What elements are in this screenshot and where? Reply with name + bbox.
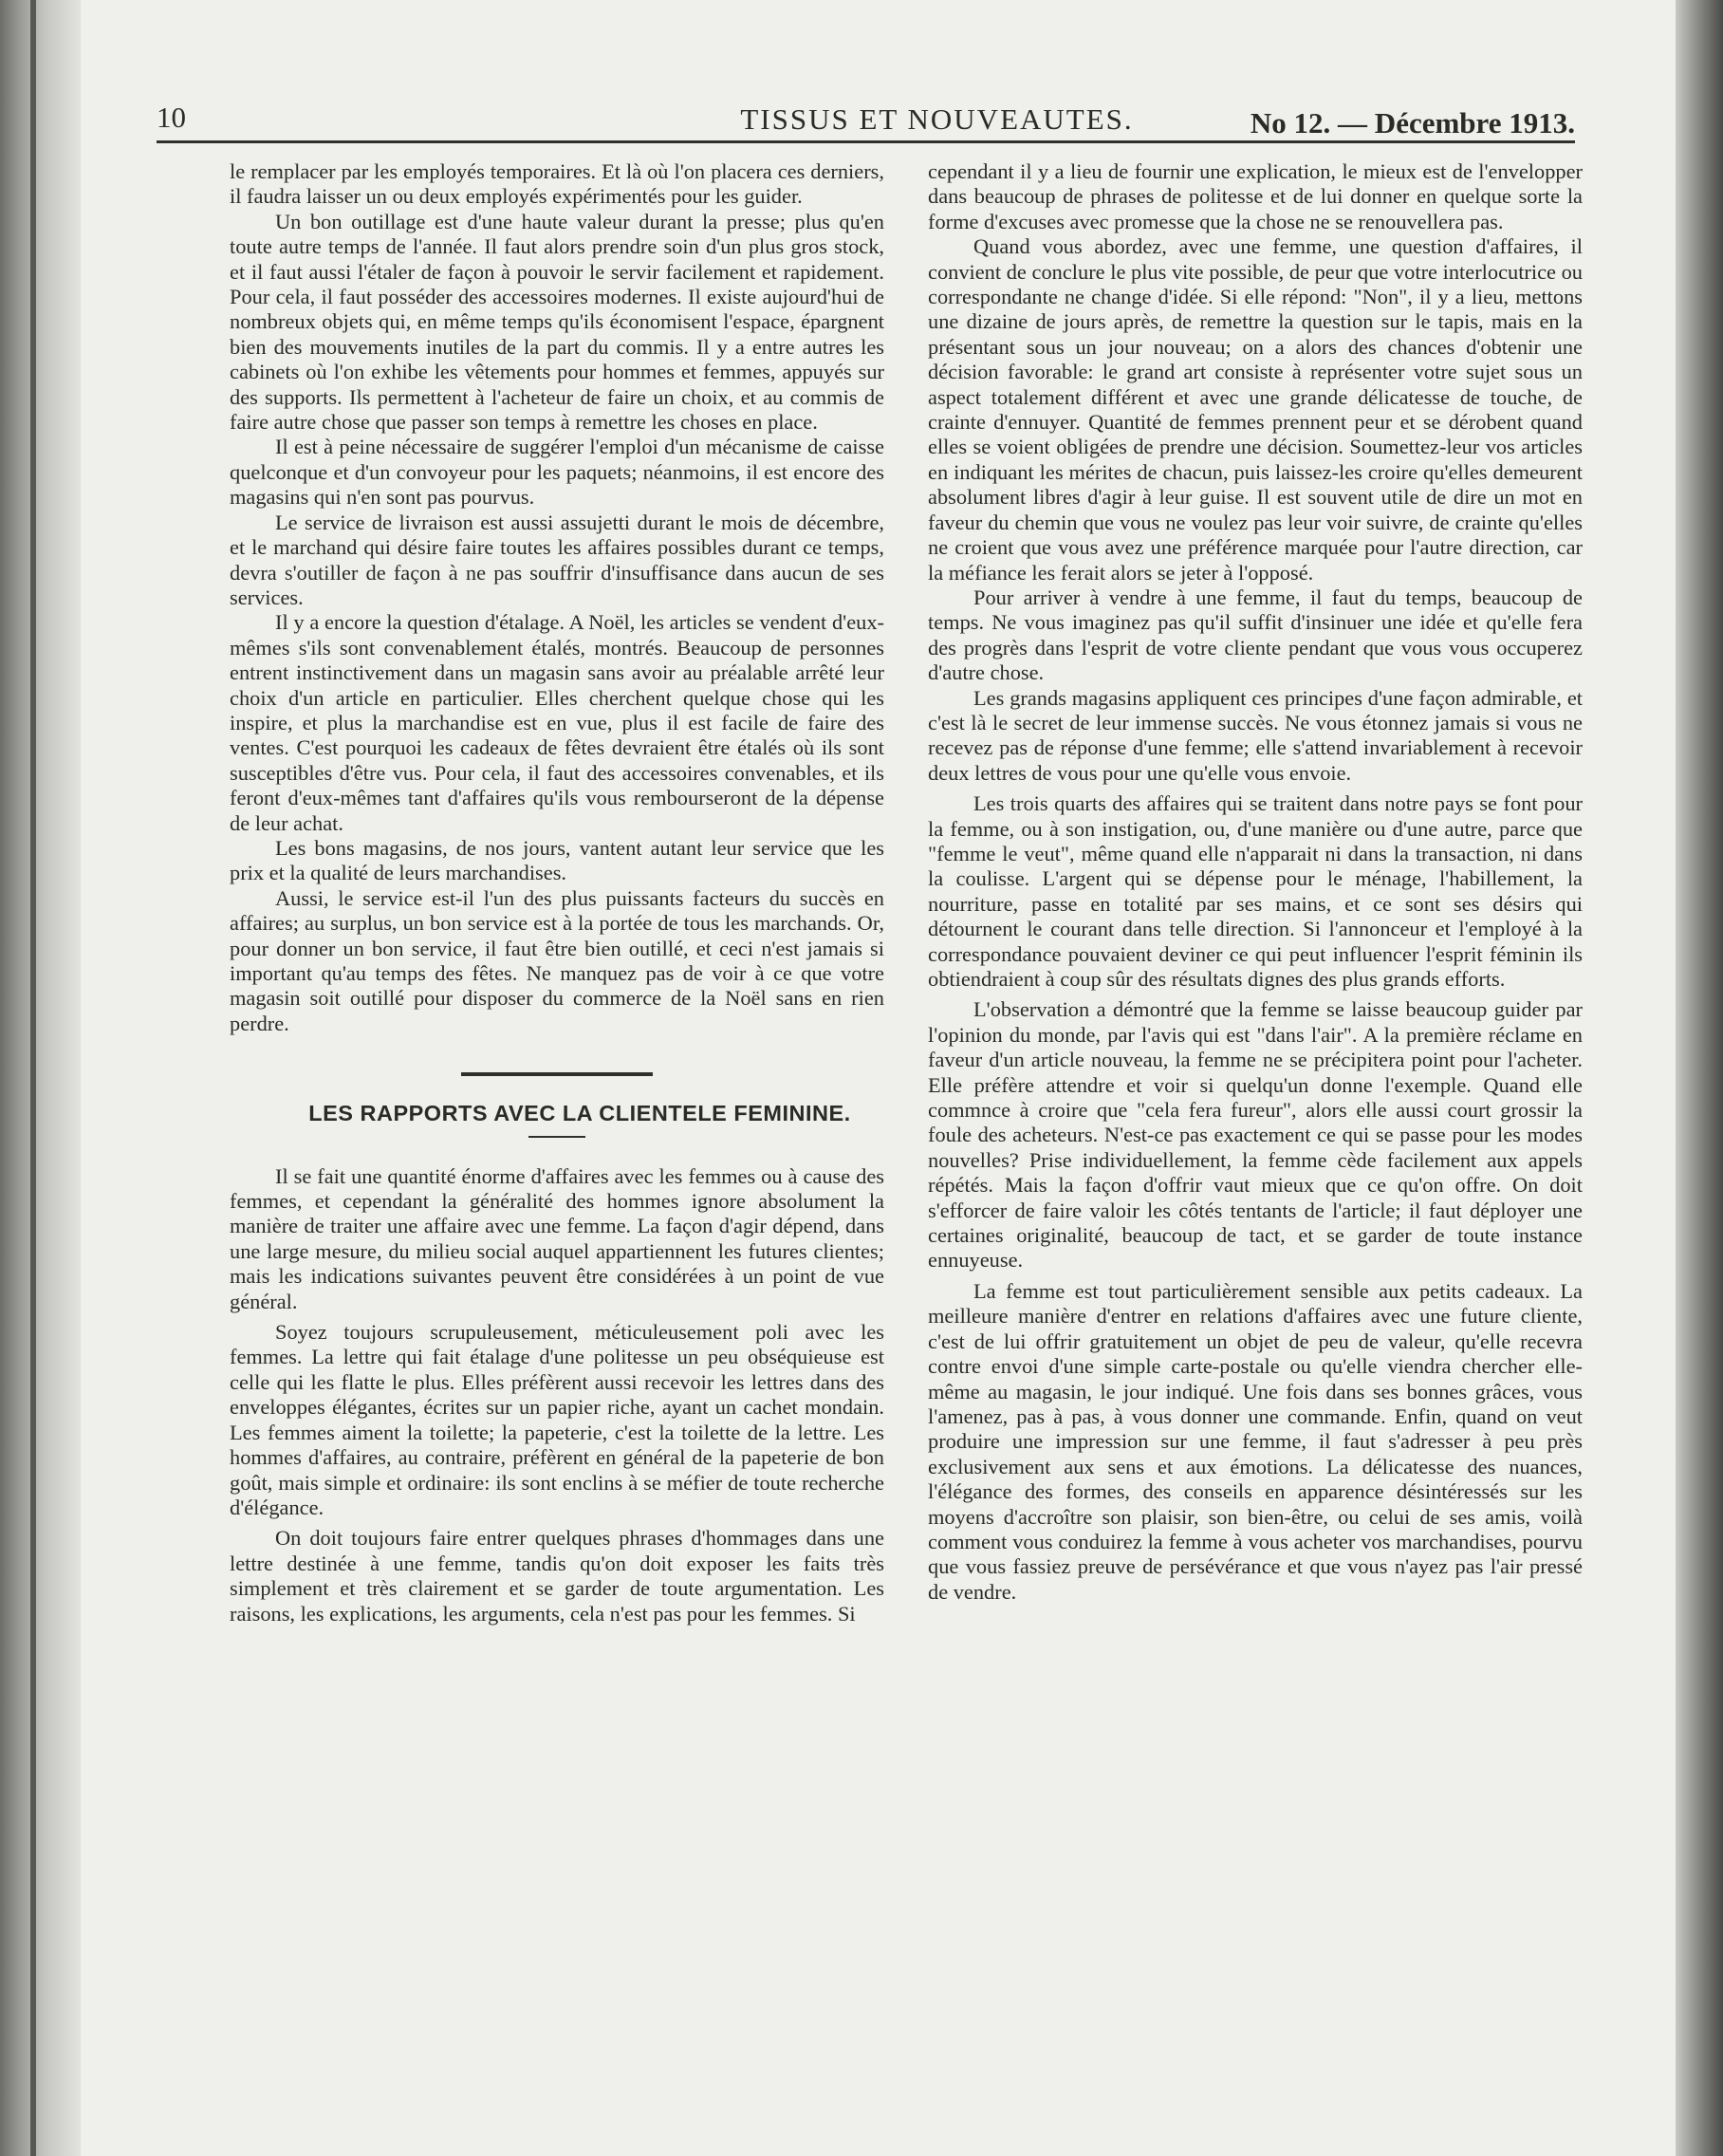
paragraph: le remplacer par les employés temporaires. Et là où l'on placera ces derniers, il faudra laisser un ou deux employés expérimentés pour les guider. — [230, 159, 884, 209]
paragraph: Il est à peine nécessaire de suggérer l'emploi d'un mécanisme de caisse quelconque et d'un convoyeur pour les paquets; néanmoins, il est encore des magasins qui n'en sont pas pourvus. — [230, 435, 884, 510]
paragraph: Un bon outillage est d'une haute valeur durant la presse; plus qu'en toute autre temps de l'année. Il faut alors prendre soin d'un plus gros stock, et il faut aussi l'étaler de façon à pouvoir le servir facilement et rapidement. Pour cela, il faut posséder des accessoires modernes. Il existe aujourd'hui de nombreux objets qui, en même temps qu'ils économisent l'espace, épargnent bien des mouvements inutiles de la part du commis. Il y a entre autres les cabinets où l'on exhibe les vêtements pour hommes et femmes, appuyés sur des supports. Ils permettent à l'acheteur de faire un choix, et au commis de faire autre chose que passer son temps à remettre les choses en place. — [230, 209, 884, 435]
paragraph: Il y a encore la question d'étalage. A Noël, les articles se vendent d'eux-mêmes s'ils sont convenablement étalés, montrés. Beaucoup de personnes entrent instinctivement dans un magasin sans avoir au préalable arrêté leur choix d'un article en particulier. Elles cherchent quelque chose qui les inspire, et plus la marchandise est en vue, plus il est facile de faire des ventes. C'est pourquoi les cadeaux de fêtes devraient être étalés où ils sont susceptibles d'être vus. Pour cela, il faut des accessoires convenables, et ils feront d'eux-mêmes tant d'affaires qu'ils vous rembourseront de la dépense de leur achat. — [230, 610, 884, 835]
paragraph: Les bons magasins, de nos jours, vantent autant leur service que les prix et la qualité de leurs marchandises. — [230, 835, 884, 885]
paragraph: Les grands magasins appliquent ces principes d'une façon admirable, et c'est là le secret de leur immense succès. Ne vous étonnez jamais si vous ne recevez pas de réponse d'une femme; elle s'attend invariablement à recevoir deux lettres de vous pour une qu'elle vous envoie. — [928, 685, 1583, 785]
paragraph: Le service de livraison est aussi assujetti durant le mois de décembre, et le marchand qui désire faire toutes les affaires possibles durant ce temps, devra s'outiller de façon à ne pas souffrir d'insuffisance dans aucun de ses services. — [230, 510, 884, 609]
right-column — [928, 159, 1583, 1605]
binding-shadow-line — [30, 0, 36, 2156]
paragraph: Pour arriver à vendre à une femme, il faut du temps, beaucoup de temps. Ne vous imaginez pas qu'il suffit d'insinuer une idée et qu'elle fera des progrès dans l'esprit de votre cliente pendant que vous vous occuperez d'autre chose. — [928, 585, 1583, 685]
paragraph: Il se fait une quantité énorme d'affaires avec les femmes ou à cause des femmes, et cependant la généralité des hommes ignore absolument la manière de traiter une affaire avec une femme. La façon d'agir dépend, dans une large mesure, du milieu social auquel appartiennent les futures clientes; mais les indications suivantes peuvent être considérées à un point de vue général. — [230, 1163, 884, 1313]
paragraph: La femme est tout particulièrement sensible aux petits cadeaux. La meilleure manière d'entrer en relations d'affaires avec une future cliente, c'est de lui offrir gratuitement un objet de peu de valeur, qu'elle recevra contre envoi d'une simple carte-postale ou qu'elle viendra chercher elle-même au magasin, le jour indiqué. Une fois dans ses bonnes grâces, vous l'amenez, pas à pas, à vous donner une commande. Enfin, quand on veut produire une impression sur une femme, il faut s'adresser à peu près exclusivement aux sens et aux émotions. La délicatesse des nuances, l'élégance des formes, des conseils en apparence désintéressés sur les moyens d'accroître son plaisir, son bien-être, ou celui de ses amis, voilà comment vous conduirez la femme à vous acheter vos marchandises, pourvu que vous fassiez preuve de persévérance et que vous n'ayez pas l'air pressé de vendre. — [928, 1278, 1583, 1604]
header-rule — [157, 140, 1575, 143]
paragraph: Quand vous abordez, avec une femme, une question d'affaires, il convient de conclure le plus vite possible, de peur que votre interlocutrice ou correspondante ne change d'idée. Si elle répond: "Non", il y a lieu, mettons une dizaine de jours après, de remettre la question sur le tapis, mais en la présentant sous un jour nouveau; on a alors des chances d'obtenir une décision favorable: le grand art consiste à représenter votre sujet sous un aspect totalement différent et avec une grande délicatesse de touche, de crainte d'ennuyer. Quantité de femmes prennent peur et se dérobent quand elles se voient obligées de prendre une décision. Soumettez-leur vos articles en indiquant les mérites de chacun, puis laissez-les croire qu'elles demeurent absolument libres d'agir à leur guise. Il est souvent utile de dire un mot en faveur du chemin que vous ne voulez pas leur voir suivre, de crainte qu'elles ne croient que vous avez une préférence marquée pour l'autre direction, car la méfiance les ferait alors se jeter à l'opposé. — [928, 234, 1583, 585]
section-title: LES RAPPORTS AVEC LA CLIENTELE FEMININE. — [308, 1101, 851, 1126]
paragraph: L'observation a démontré que la femme se laisse beaucoup guider par l'opinion du monde, par l'avis qui est "dans l'air". A la première réclame en faveur d'un article nouveau, la femme ne se précipitera point pour l'acheter. Elle préfère attendre et voir si quelqu'un donne l'exemple. Quand elle commnce à croire que "cela fera fureur", alors elle aussi court grossir la foule des acheteurs. N'est-ce pas exactement ce qui se passe pour les modes nouvelles? Prise individuellement, la femme cède facilement aux appels répétés. Mais la façon d'offrir vaut mieux que ce qu'on offre. On doit s'efforcer de faire valoir les côtés tentants de l'article; il faut déployer une certaines originalité, beaucoup de tact, et se garder de toute instance ennuyeuse. — [928, 997, 1583, 1273]
title-underline — [528, 1136, 585, 1138]
page-edge — [1676, 0, 1723, 2156]
paragraph: On doit toujours faire entrer quelques phrases d'hommages dans une lettre destinée à une femme, tandis qu'on doit exposer les faits très simplement et très clairement et se garder de toute argumentation. Les raisons, les explications, les arguments, cela n'est pas pour les femmes. Si — [230, 1526, 884, 1626]
paragraph: Soyez toujours scrupuleusement, méticuleusement poli avec les femmes. La lettre qui fait étalage d'une politesse un peu obséquieuse est celle qui les flatte le plus. Elles préfèrent aussi recevoir les lettres dans des enveloppes élégantes, écrites sur un papier riche, ayant un cachet mondain. Les femmes aiment la toilette; la papeterie, c'est la toilette de la lettre. Les hommes d'affaires, au contraire, préfèrent en général de la papeterie de bon goût, mais simple et ordinaire: ils sont enclins à se méfier de toute recherche d'élégance. — [230, 1320, 884, 1519]
section-separator — [461, 1072, 653, 1076]
issue-date: No 12. — Décembre 1913. — [1250, 106, 1575, 139]
paragraph: Aussi, le service est-il l'un des plus puissants facteurs du succès en affaires; au surplus, un bon service est à la portée de tous les marchands. Or, pour donner un bon service, il faut être bien outillé, et ceci n'est jamais si important qu'au temps des fêtes. Ne manquez pas de voir à ce que votre magasin soit outillé pour disposer du commerce de la Noël sans en rien perdre. — [230, 885, 884, 1035]
page-number: 10 — [157, 101, 186, 134]
left-column — [230, 159, 884, 1626]
running-header — [157, 101, 1575, 142]
paragraph: cependant il y a lieu de fournir une explication, le mieux est de l'envelopper dans beaucoup de phrases de politesse et de lui donner en quelque sorte la forme d'excuses avec promesse que la chose ne se renouvellera pas. — [928, 159, 1583, 233]
book-binding — [0, 0, 81, 2156]
journal-title: TISSUS ET NOUVEAUTES. — [740, 102, 1134, 136]
paragraph: Les trois quarts des affaires qui se traitent dans notre pays se font pour la femme, ou à son instigation, ou, d'une manière ou d'une autre, parce que "femme le veut", même quand elle n'apparait ni dans la transaction, ni dans la coulisse. L'argent qui se dépense pour le ménage, l'habillement, la nourriture, passe en totalité par ses mains, et ce sont ses désirs qui détournent le courant dans telle direction. Si l'annonceur et l'employé à la correspondance pouvaient deviner ce qui peut influencer l'esprit féminin ils obtiendraient à coup sûr des résultats dignes des plus grands efforts. — [928, 791, 1583, 991]
